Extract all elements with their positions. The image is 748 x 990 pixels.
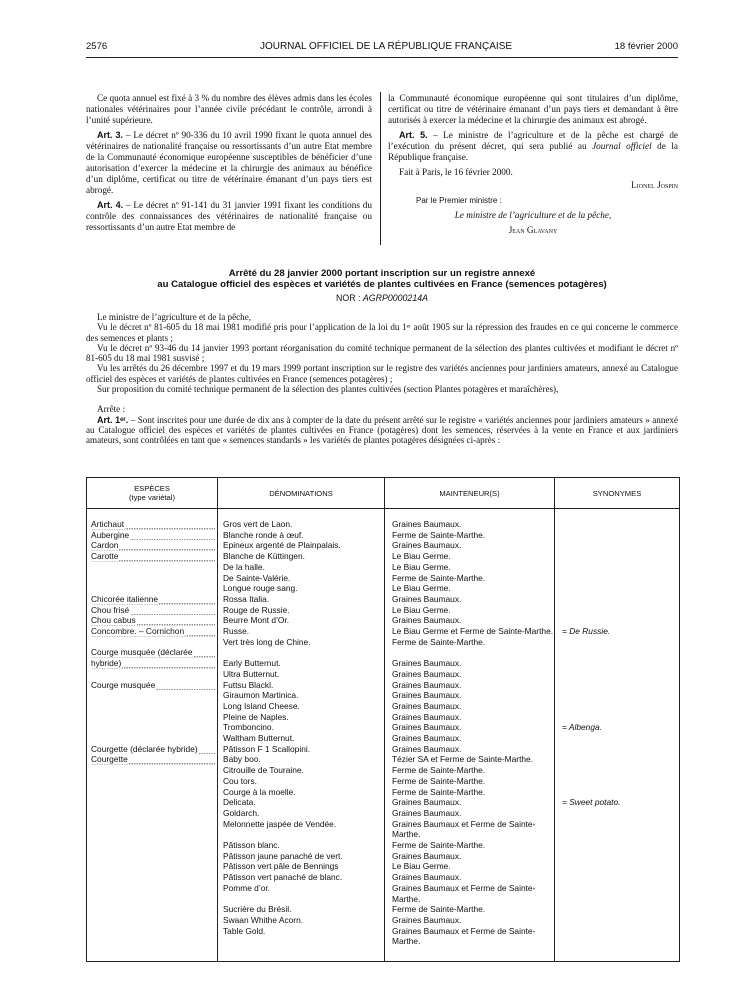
minister-title: Le ministre de l’agriculture et de la pêche, <box>454 210 612 220</box>
table-row <box>87 820 679 830</box>
table-row <box>87 777 679 787</box>
denomination-cell: Goldarch. <box>223 807 260 818</box>
maintainer-cell: Ferme de Sainte-Marthe. <box>392 840 486 850</box>
table-row <box>87 691 679 701</box>
table-row <box>87 670 679 680</box>
maintainer-cell: Ferme de Sainte-Marthe. <box>392 775 486 786</box>
varieties-table <box>86 477 680 962</box>
maintainer-cell: Le Biau Germe. <box>392 561 451 572</box>
table-row <box>87 520 679 530</box>
maintainer-cell: Ferme de Sainte-Marthe. <box>392 529 486 540</box>
species-cell <box>91 541 215 551</box>
denomination-cell: Baby boo. <box>223 754 261 765</box>
species-text: Chou frisé <box>91 605 130 615</box>
maintainer-cell: Graines Baumaux. <box>392 658 462 669</box>
denomination-cell: Sucrière du Brésil. <box>223 904 292 915</box>
intro-paragraph: Le ministre de l’agriculture et de la pêche, <box>97 312 252 322</box>
denomination-cell: Russe. <box>223 626 250 636</box>
maintainer-cell: Graines Baumaux. <box>392 679 462 690</box>
maintainer-cell: Le Biau Germe. <box>392 861 451 872</box>
synonym-cell: = Sweet potato. <box>562 797 621 808</box>
page-number: 2576 <box>86 41 108 52</box>
page-header <box>86 41 678 58</box>
denomination-cell: Epineux argenté de Plainpalais. <box>223 540 341 551</box>
denomination-cell: De la halle. <box>223 561 265 572</box>
species-cell <box>91 755 215 765</box>
table-row <box>87 788 679 798</box>
denomination-cell: Pâtisson vert pâle de Bennings <box>223 861 339 872</box>
vu-paragraph-3: Vu les arrêtés du 26 décembre 1997 et du 19 mars 1999 portant inscription sur le registre des variétés anciennes pour jardiniers amateurs, annexé au Catalogue officiel des espèces et variétés de plantes cultivées en France (semences potagères) ; <box>86 363 678 384</box>
table-row <box>87 531 679 541</box>
article-5-text-b: de la République française. <box>388 141 678 162</box>
sur-proposition-paragraph: Sur proposition du comité technique permanent de la sélection des plantes cultivées (section Plantes potagères et maraîchères), <box>97 384 559 395</box>
table-row <box>87 766 679 776</box>
maintainer-cell: Ferme de Sainte-Marthe. <box>392 786 486 797</box>
denomination-cell: Rouge de Russie. <box>223 604 290 615</box>
table-row <box>87 702 679 712</box>
left-column <box>86 93 372 237</box>
denomination-cell: Beurre Mont d’Or. <box>223 615 290 626</box>
species-cell <box>91 745 215 755</box>
denomination-cell: Pâtisson blanc. <box>223 840 280 850</box>
maintainer-cell: Le Biau Germe. <box>392 583 451 594</box>
arrete-body <box>86 312 678 446</box>
nor-value: AGRP0000214A <box>362 293 428 303</box>
species-cell <box>91 659 215 669</box>
maintainer-cell: Ferme de Sainte-Marthe. <box>392 572 486 583</box>
table-row <box>87 745 679 755</box>
denomination-cell: Waltham Butternut. <box>223 733 295 743</box>
species-text: Chicorée italienne <box>91 594 159 604</box>
denomination-cell: De Sainte-Valérie. <box>223 572 291 583</box>
table-row <box>87 681 679 691</box>
denomination-cell: Melonnette jaspée de Vendée. <box>223 818 337 829</box>
maintainer-cell: Marthe. <box>392 936 421 947</box>
table-row <box>87 937 679 947</box>
table-row <box>87 723 679 733</box>
article-5-label: Art. 5. <box>399 130 428 140</box>
table-row <box>87 755 679 765</box>
maintainer-cell: Graines Baumaux. <box>392 743 462 754</box>
denomination-cell: Giraumon Martinica. <box>223 690 299 701</box>
denomination-cell: Tromboncino. <box>223 722 274 733</box>
denomination-cell: Longue rouge sang. <box>223 583 298 594</box>
header-synonyms: SYNONYMES <box>592 488 642 498</box>
nor-label: NOR : <box>336 293 363 303</box>
journal-title: JOURNAL OFFICIEL DE LA RÉPUBLIQUE FRANÇAISE <box>259 41 513 52</box>
table-row <box>87 927 679 937</box>
article-1-text: – Sont inscrites pour une durée de dix ans à compter de la date du présent arrêté sur le registre « variétés anciennes pour jardiniers amateurs » annexé au Catalogue officiel des espèces et variétés de plantes cultivées en France (potagères) dont les semences, réservées à la vente en France et aux jardiniers amateurs, sont contrôlées en tant que « semences standards » les variétés de plantes potagères désignées ci-après : <box>86 414 678 446</box>
species-text: Cardon <box>91 541 119 551</box>
header-species-sublabel: (type variétal) <box>128 493 175 502</box>
denomination-cell: Citrouille de Touraine. <box>223 765 304 776</box>
maintainer-cell: Marthe. <box>392 829 421 840</box>
right-column <box>388 93 678 240</box>
maintainer-cell: Le Biau Germe et Ferme de Sainte-Marthe. <box>392 626 554 636</box>
vu-paragraph-1: Vu le décret nº 81-605 du 18 mai 1981 modifié pris pour l’application de la loi du 1ᵉʳ août 1905 sur la répression des fraudes en ce qui concerne le commerce des semences et plants ; <box>86 322 678 343</box>
article-3-label: Art. 3. <box>97 130 124 140</box>
denomination-cell: Ultra Butternut. <box>223 668 280 679</box>
article-3 <box>86 130 372 196</box>
maintainer-cell: Ferme de Sainte-Marthe. <box>392 636 486 647</box>
maintainer-cell: Graines Baumaux. <box>392 593 462 604</box>
denomination-cell: Gros vert de Laon. <box>223 519 293 529</box>
maintainer-cell: Graines Baumaux. <box>392 872 462 883</box>
denomination-cell: Swaan Whithe Acorn. <box>223 914 304 925</box>
header-date: 18 février 2000 <box>614 41 678 52</box>
article-3-text: – Le décret nº 90-336 du 10 avril 1990 fixant le quota annuel des vétérinaires de nationalité française ou ressortissants d’un autre Etat membre de la Communauté économique européenne susceptibles de bénéficier d’une autorisation d’exercer la médecine et la chirurgie des animaux au bénéfice d’un diplôme, certificat ou titre de vétérinaire émanant d’un pays tiers est abrogé. <box>86 130 372 195</box>
arrete-title <box>86 268 678 290</box>
species-text: Courgette (déclarée hybride) <box>91 744 198 754</box>
species-cell <box>91 606 215 616</box>
table-row <box>87 798 679 808</box>
table-row <box>87 595 679 605</box>
maintainer-cell: Graines Baumaux. <box>392 914 462 925</box>
species-text: Aubergine <box>91 530 130 540</box>
table-row <box>87 659 679 669</box>
species-cell <box>91 681 215 691</box>
maintainer-cell: Graines Baumaux. <box>392 690 462 701</box>
article-4 <box>86 200 372 233</box>
table-row <box>87 606 679 616</box>
table-header <box>87 478 679 509</box>
header-denominations: DÉNOMINATIONS <box>269 488 333 498</box>
maintainer-cell: Graines Baumaux. <box>392 540 462 551</box>
article-5-text-a: – Le ministre de l’agriculture et de la pêche est chargé de l’exécution du présent décret, qui sera publié au <box>388 130 678 151</box>
denomination-cell: Delicata. <box>223 797 256 808</box>
species-cell <box>91 520 215 530</box>
species-cell <box>91 531 215 541</box>
maintainer-cell: Marthe. <box>392 893 421 904</box>
arrete-title-line-2: au Catalogue officiel des espèces et variétés de plantes cultivées en France (semences potagères) <box>157 279 607 290</box>
maintainer-cell: Le Biau Germe. <box>392 551 451 562</box>
species-cell <box>91 616 215 626</box>
denomination-cell: Cou tors. <box>223 775 257 786</box>
table-row <box>87 616 679 626</box>
denomination-cell: Pomme d’or. <box>223 882 271 893</box>
denomination-cell: Pleine de Naples. <box>223 711 289 722</box>
table-row <box>87 809 679 819</box>
arrete-title-line-1: Arrêté du 28 janvier 2000 portant inscription sur un registre annexé <box>228 268 536 279</box>
table-row <box>87 862 679 872</box>
table-row <box>87 648 679 658</box>
maintainer-cell: Graines Baumaux. <box>392 733 462 743</box>
species-text: Chou cabus <box>91 616 136 626</box>
table-row <box>87 713 679 723</box>
article-1-label: Art. 1ᵉʳ. <box>97 414 129 425</box>
maintainer-cell: Graines Baumaux et Ferme de Sainte- <box>392 818 536 829</box>
minister-signature: Jean Glavany <box>508 225 558 235</box>
maintainer-cell: Graines Baumaux. <box>392 700 462 711</box>
denomination-cell: Table Gold. <box>223 925 266 936</box>
table-row <box>87 638 679 648</box>
table-row <box>87 873 679 883</box>
species-cell <box>91 595 215 605</box>
species-cell <box>91 552 215 562</box>
table-row <box>87 830 679 840</box>
species-cell <box>91 648 215 658</box>
header-species-label: ESPÈCES <box>134 484 170 493</box>
table-row <box>87 552 679 562</box>
maintainer-cell: Ferme de Sainte-Marthe. <box>392 904 486 915</box>
denomination-cell: Rossa Italia. <box>223 593 270 604</box>
article-5-journal: Journal officiel <box>592 141 652 151</box>
denomination-cell: Long Island Cheese. <box>223 700 300 711</box>
maintainer-cell: Graines Baumaux. <box>392 797 462 808</box>
table-row <box>87 841 679 851</box>
denomination-cell: Pâtisson jaune panaché de vert. <box>223 850 343 861</box>
denomination-cell: Early Butternut. <box>223 658 281 669</box>
maintainer-cell: Graines Baumaux. <box>392 615 462 626</box>
denomination-cell: Futtsu Blackl. <box>223 679 274 690</box>
nor-reference <box>86 293 678 303</box>
by-prime-minister: Par le Premier ministre : <box>416 196 502 205</box>
synonym-cell: = De Russie. <box>562 626 611 636</box>
maintainer-cell: Graines Baumaux. <box>392 519 462 529</box>
vu-paragraph-2: Vu le décret nº 93-46 du 14 janvier 1993 portant réorganisation du comité technique permanent de la sélection des plantes cultivées et modifiant le décret nº 81-605 du 18 mai 1981 susvisé ; <box>86 342 678 364</box>
species-text: hybride) <box>91 659 122 669</box>
species-text: Courge musquée (déclarée <box>91 648 193 658</box>
denomination-cell: Blanche de Küttingen. <box>223 551 305 562</box>
table-row <box>87 895 679 905</box>
article-5 <box>388 130 678 163</box>
species-text: Artichaut <box>91 520 125 529</box>
maintainer-cell: Graines Baumaux. <box>392 807 462 818</box>
maintainer-cell: Graines Baumaux. <box>392 711 462 722</box>
maintainer-cell: Tézier SA et Ferme de Sainte-Marthe. <box>392 754 534 765</box>
arrete-word: Arrête : <box>97 404 126 415</box>
column-divider <box>380 92 381 245</box>
species-cell <box>91 627 215 637</box>
table-row <box>87 563 679 573</box>
article-4-label: Art. 4. <box>97 200 124 210</box>
maintainer-cell: Ferme de Sainte-Marthe. <box>392 765 486 776</box>
species-text: Courge musquée <box>91 680 156 690</box>
species-text: Courgette <box>91 755 128 765</box>
maintainer-cell: Graines Baumaux et Ferme de Sainte- <box>392 882 536 893</box>
article-1 <box>86 415 678 446</box>
species-text: Concombre. – Cornichon <box>91 627 185 636</box>
maintainer-cell: Graines Baumaux. <box>392 668 462 679</box>
denomination-cell: Vert très long de Chine. <box>223 636 311 647</box>
denomination-cell: Courge à la moelle. <box>223 786 296 797</box>
table-row <box>87 734 679 744</box>
table-row <box>87 541 679 551</box>
maintainer-cell: Graines Baumaux. <box>392 850 462 861</box>
maintainer-cell: Graines Baumaux et Ferme de Sainte- <box>392 925 536 936</box>
header-maintainers: MAINTENEUR(S) <box>439 488 500 498</box>
header-species <box>87 478 217 508</box>
quota-paragraph: Ce quota annuel est fixé à 3 % du nombre des élèves admis dans les écoles nationales vétérinaires pour l’année civile précédant le contrôle, arrondi à l’unité supérieure. <box>86 93 372 125</box>
species-text: Carotte <box>91 552 119 562</box>
table-row <box>87 574 679 584</box>
denomination-cell: Pâtisson vert panaché de blanc. <box>223 872 343 883</box>
denomination-cell: Blanche ronde à œuf. <box>223 529 304 540</box>
table-row <box>87 884 679 894</box>
table-row <box>87 916 679 926</box>
denomination-cell: Pâtisson F 1 Scallopini. <box>223 743 311 754</box>
table-row <box>87 852 679 862</box>
table-row <box>87 584 679 594</box>
done-at-paris: Fait à Paris, le 16 février 2000. <box>399 167 513 177</box>
pm-signature: Lionel Jospin <box>631 180 678 190</box>
article-4-text: – Le décret nº 91-141 du 31 janvier 1991 fixant les conditions du contrôle des connaissances des vétérinaires de nationalité française ou ressortissants d’un autre Etat membre de <box>86 200 372 232</box>
maintainer-cell: Graines Baumaux. <box>392 722 462 733</box>
table-row <box>87 627 679 637</box>
synonym-cell: = Albenga. <box>562 722 602 733</box>
table-row <box>87 905 679 915</box>
maintainer-cell: Le Biau Germe. <box>392 604 451 615</box>
continuation-paragraph: la Communauté économique européenne qui sont titulaires d’un diplôme, certificat ou titre de vétérinaire émanant d’un pays tiers et demandant à être autorisés à exercer la médecine et la chirurgie des animaux est abrogé. <box>388 93 678 125</box>
